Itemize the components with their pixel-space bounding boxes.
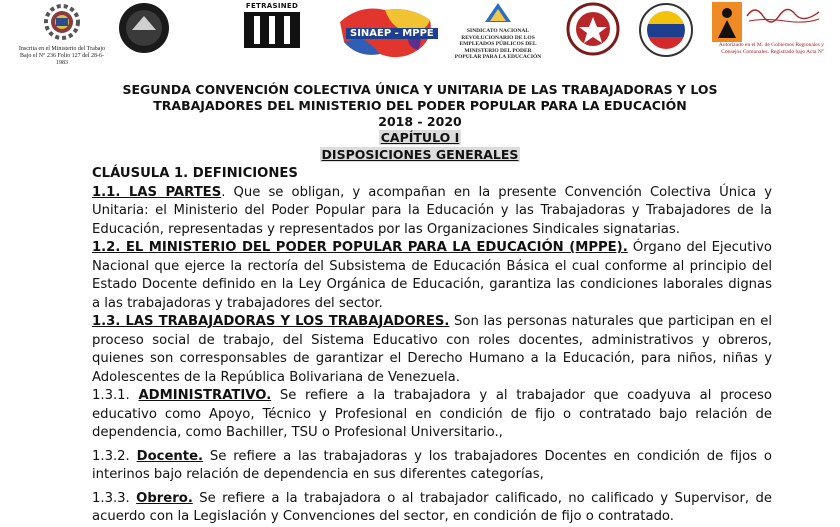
paragraph-number: 1.3.1.	[92, 388, 139, 403]
chapter-title: DISPOSICIONES GENERALES	[321, 147, 519, 162]
paragraph-text: Órgano del Ejecutivo Nacional que ejerce la rectoría del Subsistema de Educación Básica el cual conforme al principio del Estado Docente definido en la Ley Orgánica de Educación, garantiza las condiciones laborales dignas a las trabajadoras y trabajadores del sector.	[92, 240, 772, 311]
paragraph-label: 1.3. LAS TRABAJADORAS Y LOS TRABAJADORES.	[92, 314, 450, 329]
union-logo-tricolor	[638, 2, 694, 62]
union-logo-sindicato	[452, 2, 544, 61]
sinaep-label: SINAEP - MPPE	[346, 28, 438, 39]
paragraph-text: Se refiere a la trabajadora o al trabajador calificado, no calificado y Supervisor, de acuerdo con la Legislación y Convenciones del sector, en condición de fijo o contratado.	[92, 490, 772, 524]
fetrasined-emblem-icon	[242, 10, 302, 50]
union-logo-fetrasined	[240, 2, 304, 54]
paragraph-trabajadores	[92, 313, 772, 387]
tricolor-seal-icon	[638, 2, 694, 58]
paragraph-label: 1.2. EL MINISTERIO DEL PODER POPULAR PARA LA EDUCACIÓN (MPPE).	[92, 240, 628, 255]
paragraph-text: Son las personas naturales que participan en el proceso social de trabajo, del Sistema Educativo con roles docentes, administrativos y obreros, quienes son corresponsables de garantizar el Derecho Humano a la Educación, para niños, niñas y Adolescentes de la República Bolivariana de Venezuela.	[92, 314, 772, 385]
paragraph-number: 1.3.2.	[92, 448, 137, 464]
paragraph-text: . Que se obligan, y acompañan en la presente Convención Colectiva Única y Unitaria: el Ministerio del Poder Popular para la Educación y las Trabajadoras y Trabajadores de la Educación, representadas y representados por las Organizaciones Sindicales signatarias.	[92, 184, 772, 237]
logo-strip	[0, 0, 840, 70]
union-logo-caption: Inscrita en el Ministerio del Trabajo Bajo el N° 236 Folio 127 del 28-6-1983	[18, 46, 106, 66]
sindicato-emblem-icon	[483, 2, 513, 24]
paragraph-label: Docente.	[136, 448, 204, 464]
signature-script-icon	[745, 2, 821, 24]
paragraph-label: 1.1. LAS PARTES	[92, 184, 222, 200]
paragraph-las-partes	[92, 184, 772, 240]
gear-emblem-icon	[18, 2, 106, 42]
clause-title: CLÁUSULA 1. DEFINICIONES	[92, 166, 298, 181]
union-logo-fenatev	[118, 2, 170, 58]
document-body	[92, 165, 772, 527]
convention-title-line2: TRABAJADORES DEL MINISTERIO DEL PODER POPULAR PARA LA EDUCACIÓN	[153, 98, 687, 113]
chapter-title-heading	[0, 147, 840, 163]
paragraph-label: ADMINISTRATIVO.	[138, 388, 272, 403]
fenatev-emblem-icon	[118, 2, 170, 54]
paragraph-text: Se refiere a la trabajadora y al trabajador que coadyuva al proceso educativo como Apoyo, Técnico y Profesional en condición de fijo o contratado bajo relación de dependencia, como Bachiller, TSU o Profesional Universitario.,	[92, 388, 772, 440]
paragraph-number: 1.3.3.	[92, 490, 137, 506]
paragraph-administrativo	[92, 387, 772, 443]
paragraph-ministerio	[92, 239, 772, 313]
union-logo-gear	[18, 2, 106, 67]
paragraph-label: Obrero.	[136, 490, 193, 506]
figure-emblem-icon	[712, 2, 742, 42]
chapter-label: CAPÍTULO I	[380, 130, 460, 145]
union-logo-last	[712, 2, 824, 55]
seal-emblem-icon	[566, 2, 620, 56]
paragraph-text: Se refiere a las trabajadoras y los trabajadores Docentes en condición de fijos o interinos bajo relación de dependencia en sus diferentes categorías,	[92, 448, 772, 482]
chapter-heading	[0, 130, 840, 146]
union-logo-seal	[566, 2, 620, 60]
convention-title-line1: SEGUNDA CONVENCIÓN COLECTIVA ÚNICA Y UNITARIA DE LAS TRABAJADORAS Y LOS	[122, 82, 718, 97]
convention-years: 2018 - 2020	[378, 114, 462, 129]
paragraph-obrero	[92, 490, 772, 527]
sindicato-caption: SINDICATO NACIONAL REVOLUCIONARIO DE LOS EMPLEADOS PÚBLICOS DEL MINISTERIO DEL PODER POPULAR PARA LA EDUCACIÓN	[454, 28, 542, 60]
union-logo-sinaep	[330, 2, 440, 68]
fetrasined-label: FETRASINED	[245, 2, 299, 10]
last-logo-caption: Autorizado en el M. de Gobiernos Regionales y Consejos Comunales. Registrado bajo Acta N°	[718, 42, 824, 55]
paragraph-docente	[92, 448, 772, 485]
